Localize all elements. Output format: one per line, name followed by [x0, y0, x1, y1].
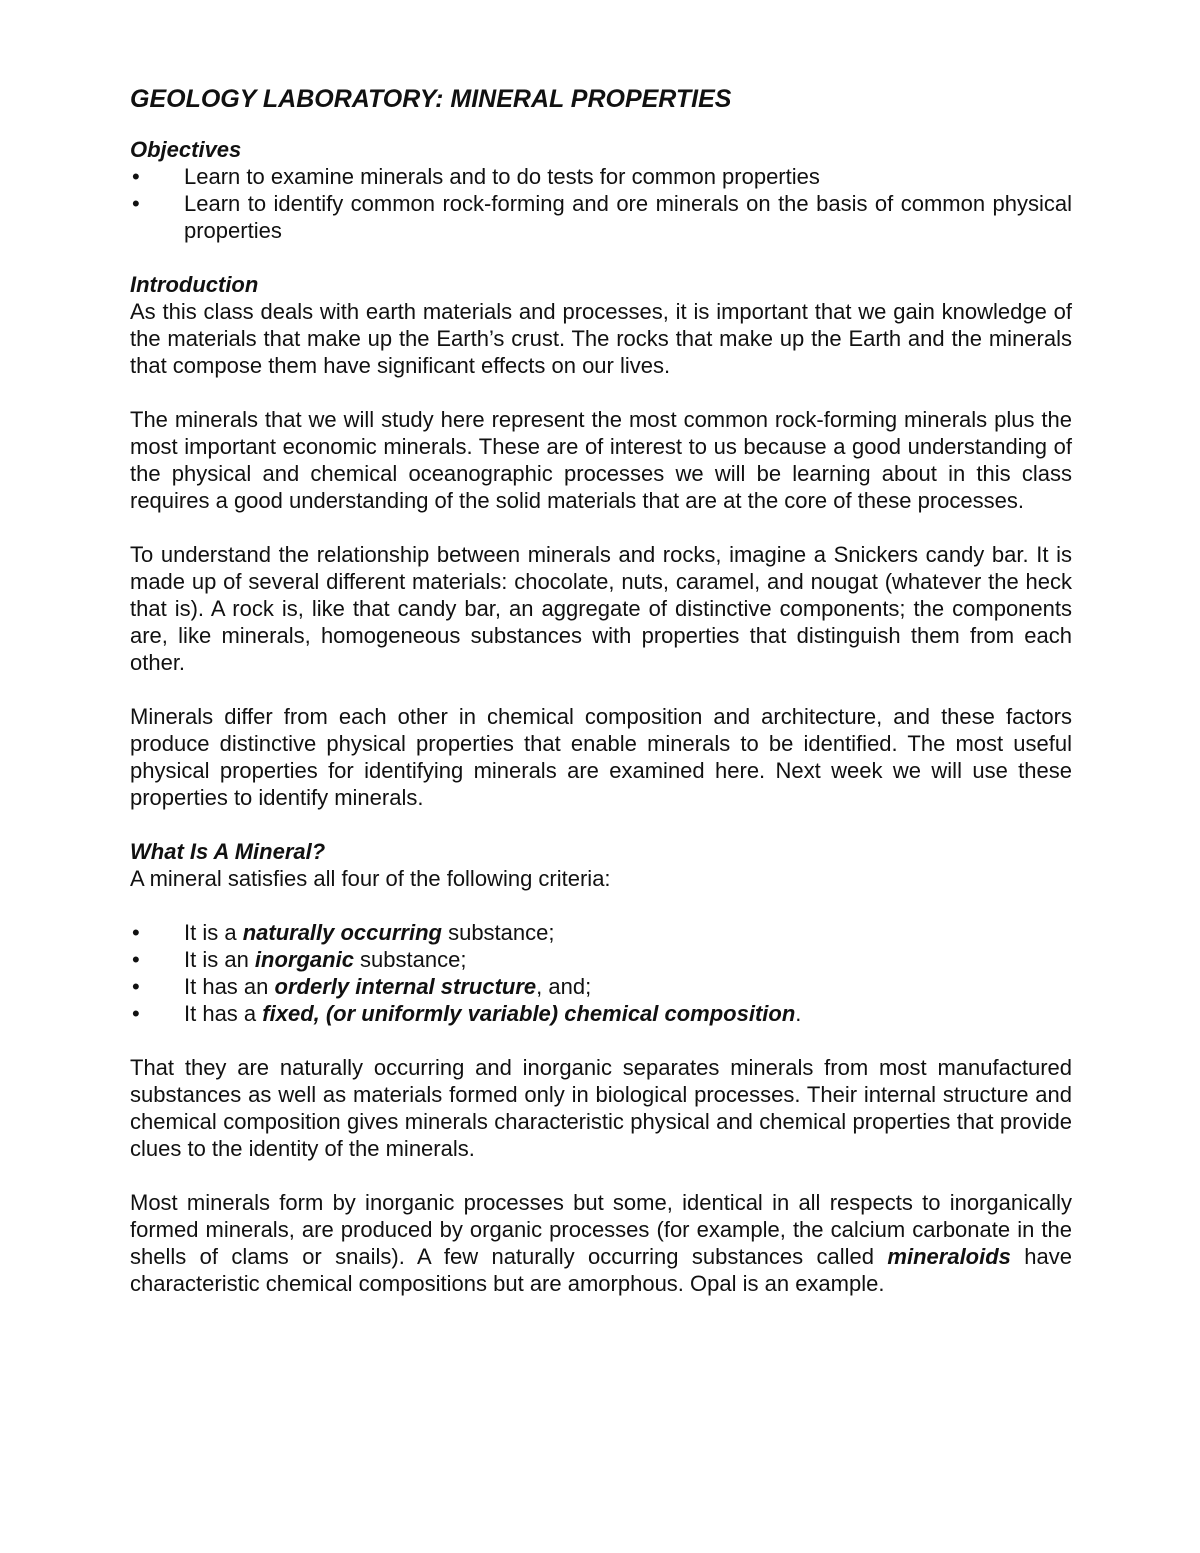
- mineraloid-emphasis: mineraloids: [887, 1244, 1011, 1269]
- bullet-icon: •: [132, 974, 140, 999]
- criterion-pre: It has an: [184, 974, 275, 999]
- criteria-list: [130, 919, 1072, 1027]
- criterion-pre: It has a: [184, 1001, 263, 1026]
- objectives-heading: Objectives: [130, 137, 242, 162]
- objective-text: Learn to examine minerals and to do tests for common properties: [184, 164, 820, 189]
- list-item: [130, 1000, 1072, 1027]
- mineraloid-pre: Most minerals form by inorganic processes but some, identical in all respects to inorganically formed minerals, are produced by organic processes (for example, the calcium carbonate in the shells of clams or snails). A few naturally occurring substances called: [130, 1190, 1072, 1269]
- criterion-pre: It is a: [184, 920, 243, 945]
- mineral-paragraph: That they are naturally occurring and inorganic separates minerals from most manufactured substances as well as materials formed only in biological processes. Their internal structure and chemical composition gives minerals characteristic physical and chemical properties that provide clues to the identity of the minerals.: [130, 1055, 1072, 1161]
- criterion-post: , and;: [536, 974, 592, 999]
- objective-text: Learn to identify common rock-forming and ore minerals on the basis of common physical properties: [184, 191, 1072, 243]
- criterion-emphasis: orderly internal structure: [274, 974, 537, 999]
- list-item: [130, 163, 1072, 190]
- introduction-heading: Introduction: [130, 272, 259, 297]
- criterion-post: .: [795, 1001, 802, 1026]
- bullet-icon: •: [132, 164, 140, 189]
- mineraloid-paragraph: [130, 1189, 1072, 1297]
- list-item: [130, 919, 1072, 946]
- list-item: [130, 946, 1072, 973]
- criterion-emphasis: naturally occurring: [242, 920, 442, 945]
- intro-paragraph: As this class deals with earth materials and processes, it is important that we gain knowledge of the materials that make up the Earth’s crust. The rocks that make up the Earth and the minerals that compose them have significant effects on our lives.: [130, 299, 1072, 378]
- criterion-emphasis: inorganic: [254, 947, 354, 972]
- what-is-mineral-heading: What Is A Mineral?: [130, 839, 326, 864]
- criterion-post: substance;: [353, 947, 467, 972]
- objectives-list: [130, 163, 1072, 244]
- mineraloid-post: have characteristic chemical compositions but are amorphous. Opal is an example.: [130, 1244, 1072, 1296]
- criteria-lead: A mineral satisfies all four of the following criteria:: [130, 866, 611, 891]
- bullet-icon: •: [132, 920, 140, 945]
- list-item: [130, 973, 1072, 1000]
- criterion-emphasis: fixed, (or uniformly variable) chemical composition: [262, 1001, 796, 1026]
- document-title: GEOLOGY LABORATORY: MINERAL PROPERTIES: [130, 85, 732, 113]
- bullet-icon: •: [132, 191, 140, 216]
- bullet-icon: •: [132, 947, 140, 972]
- intro-paragraph: Minerals differ from each other in chemical composition and architecture, and these factors produce distinctive physical properties that enable minerals to be identified. The most useful physical properties for identifying minerals are examined here. Next week we will use these properties to identify minerals.: [130, 704, 1072, 810]
- intro-paragraph: To understand the relationship between minerals and rocks, imagine a Snickers candy bar. It is made up of several different materials: chocolate, nuts, caramel, and nougat (whatever the heck that is). A rock is, like that candy bar, an aggregate of distinctive components; the components are, like minerals, homogeneous substances with properties that distinguish them from each other.: [130, 542, 1072, 675]
- list-item: [130, 190, 1072, 244]
- criterion-pre: It is an: [184, 947, 255, 972]
- document-page: [130, 84, 1072, 1297]
- bullet-icon: •: [132, 1001, 140, 1026]
- intro-paragraph: The minerals that we will study here represent the most common rock-forming minerals plus the most important economic minerals. These are of interest to us because a good understanding of the physical and chemical oceanographic processes we will be learning about in this class requires a good understanding of the solid materials that are at the core of these processes.: [130, 407, 1072, 513]
- criterion-post: substance;: [441, 920, 555, 945]
